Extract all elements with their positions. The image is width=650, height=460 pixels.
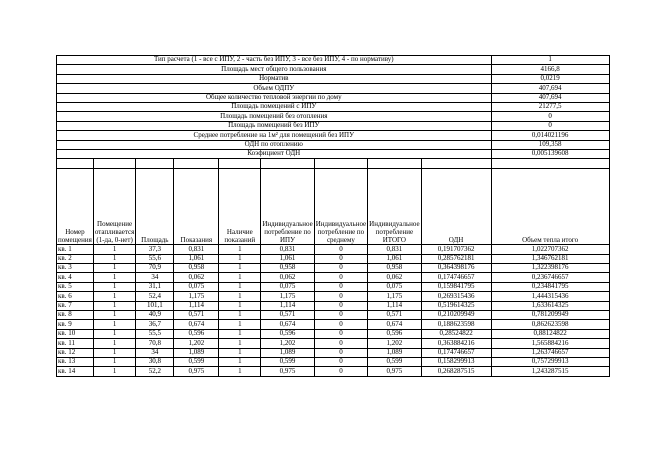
data-cell: 0 [314,339,367,348]
summary-value: 407,694 [491,84,609,93]
data-cell: 0,571 [174,311,219,320]
spacer-row [57,159,610,169]
apartment-cell: кв. 12 [57,348,94,357]
table-row [57,245,610,254]
apartment-cell: кв. 13 [57,357,94,366]
data-cell: 0,159841795 [421,282,491,291]
data-cell: 1 [93,357,135,366]
data-cell: 1 [219,282,261,291]
summary-value: 0,014021196 [491,131,609,140]
summary-value: 4166,8 [491,65,609,74]
data-cell: 0,599 [261,357,314,366]
data-cell: 1 [219,357,261,366]
data-cell: 0,975 [261,367,314,376]
data-cell: 1,175 [368,292,421,301]
data-cell: 0,062 [368,273,421,282]
data-cell: 55,6 [136,254,174,263]
data-cell: 1 [219,264,261,273]
data-cell: 0,571 [261,311,314,320]
summary-label: Общее количество тепловой энергии по дому [57,93,492,102]
data-cell: 70,8 [136,339,174,348]
data-cell: 1,202 [261,339,314,348]
summary-row [57,140,610,149]
data-cell: 0,363884216 [421,339,491,348]
data-cell: 1 [219,339,261,348]
table-row [57,282,610,291]
data-cell: 70,9 [136,264,174,273]
data-cell: 1,089 [368,348,421,357]
data-cell: 0 [314,282,367,291]
data-cell: 0,158299913 [421,357,491,366]
data-cell: 1,322398176 [491,264,609,273]
data-cell: 0,674 [261,320,314,329]
summary-label: Площадь помещений без отопления [57,112,492,121]
data-cell: 1,061 [261,254,314,263]
data-cell: 1 [219,245,261,254]
data-cell: 1 [219,311,261,320]
data-cell: 0 [314,254,367,263]
summary-label: Коэфициент ОДН [57,149,492,158]
data-cell: 1 [93,245,135,254]
column-header: Объем тепла итого [491,169,609,245]
summary-label: ОДН по отоплению [57,140,492,149]
data-cell: 36,7 [136,320,174,329]
summary-value: 1 [491,56,609,65]
data-cell: 0,831 [261,245,314,254]
data-cell: 1 [93,339,135,348]
apartment-cell: кв. 8 [57,311,94,320]
table-row [57,254,610,263]
data-cell: 0,075 [368,282,421,291]
summary-label: Норматив [57,74,492,83]
data-cell: 1 [93,254,135,263]
summary-row [57,112,610,121]
data-cell: 0 [314,273,367,282]
data-cell: 1 [93,348,135,357]
column-header-row [57,169,610,245]
data-cell: 0,191707362 [421,245,491,254]
data-cell: 1,346762181 [491,254,609,263]
data-cell: 37,3 [136,245,174,254]
data-cell: 0,571 [368,311,421,320]
data-cell: 1 [219,367,261,376]
data-cell: 55,5 [136,329,174,338]
data-cell: 0,781209949 [491,311,609,320]
summary-value: 0,005139608 [491,149,609,158]
column-header: Наличие показаний [219,169,261,245]
data-cell: 1 [93,301,135,310]
data-cell: 1 [93,329,135,338]
data-cell: 0,269315436 [421,292,491,301]
data-cell: 31,1 [136,282,174,291]
data-cell: 1 [93,320,135,329]
data-cell: 0,674 [368,320,421,329]
data-cell: 0,285762181 [421,254,491,263]
data-cell: 0,975 [368,367,421,376]
summary-value: 0,0219 [491,74,609,83]
data-cell: 0,062 [174,273,219,282]
summary-label: Объем ОДПУ [57,84,492,93]
data-cell: 52,4 [136,292,174,301]
data-cell: 1 [219,320,261,329]
data-cell: 0,596 [368,329,421,338]
data-cell: 0,28524822 [421,329,491,338]
data-cell: 0,236746657 [491,273,609,282]
data-cell: 0 [314,357,367,366]
data-cell: 0,599 [174,357,219,366]
data-cell: 0 [314,245,367,254]
data-cell: 1,444315436 [491,292,609,301]
data-cell: 0 [314,329,367,338]
table-row [57,292,610,301]
summary-value: 109,358 [491,140,609,149]
data-cell: 1 [219,301,261,310]
column-header: Индивидуальное потребление ИТОГО [368,169,421,245]
table-row [57,357,610,366]
summary-row [57,56,610,65]
data-cell: 1 [219,292,261,301]
data-cell: 1 [93,311,135,320]
data-cell: 1,263746657 [491,348,609,357]
data-cell: 52,2 [136,367,174,376]
data-cell: 1,114 [261,301,314,310]
data-cell: 0,188623598 [421,320,491,329]
data-cell: 0,958 [261,264,314,273]
data-cell: 0,174746657 [421,273,491,282]
summary-value: 407,694 [491,93,609,102]
data-cell: 0,075 [261,282,314,291]
apartment-cell: кв. 1 [57,245,94,254]
apartment-cell: кв. 4 [57,273,94,282]
data-cell: 30,8 [136,357,174,366]
data-cell: 0,268287515 [421,367,491,376]
data-cell: 1,633614325 [491,301,609,310]
table-row [57,320,610,329]
data-cell: 0,596 [261,329,314,338]
summary-row [57,121,610,130]
data-cell: 0,174746657 [421,348,491,357]
data-cell: 1,061 [368,254,421,263]
summary-value: 0 [491,121,609,130]
data-cell: 0,674 [174,320,219,329]
data-cell: 0,958 [174,264,219,273]
data-cell: 34 [136,273,174,282]
summary-label: Тип расчета (1 - все с ИПУ, 2 - часть без ИПУ, 3 - все без ИПУ, 4 - по нормативу) [57,56,492,65]
data-cell: 1,243287515 [491,367,609,376]
summary-label: Площадь мест общего пользования [57,65,492,74]
summary-row [57,149,610,158]
data-cell: 1 [93,264,135,273]
summary-row [57,84,610,93]
table-row [57,273,610,282]
data-cell: 0 [314,320,367,329]
apartment-cell: кв. 10 [57,329,94,338]
column-header: Площадь [136,169,174,245]
data-cell: 1,114 [368,301,421,310]
column-header: Номер помещения [57,169,94,245]
table-row [57,348,610,357]
data-cell: 0,519614325 [421,301,491,310]
data-cell: 1,089 [261,348,314,357]
data-cell: 1 [93,292,135,301]
data-cell: 0 [314,311,367,320]
summary-value: 21277,5 [491,102,609,111]
data-cell: 1,061 [174,254,219,263]
table-row [57,339,610,348]
table-row [57,301,610,310]
apartment-cell: кв. 7 [57,301,94,310]
data-cell: 1,114 [174,301,219,310]
apartment-cell: кв. 6 [57,292,94,301]
table-row [57,264,610,273]
data-cell: 0,599 [368,357,421,366]
spreadsheet-sheet [56,55,610,377]
data-cell: 0 [314,367,367,376]
data-cell: 40,9 [136,311,174,320]
data-cell: 34 [136,348,174,357]
data-cell: 0,364398176 [421,264,491,273]
apartment-cell: кв. 2 [57,254,94,263]
data-cell: 0 [314,292,367,301]
data-cell: 1 [93,282,135,291]
data-cell: 0,062 [261,273,314,282]
data-cell: 1,202 [174,339,219,348]
table-row [57,367,610,376]
data-cell: 0,210209949 [421,311,491,320]
apartment-cell: кв. 9 [57,320,94,329]
summary-row [57,74,610,83]
summary-row [57,65,610,74]
data-cell: 0,88124822 [491,329,609,338]
apartment-rows [57,245,610,376]
data-cell: 0,831 [174,245,219,254]
column-header: Индивидуальное потребление по среднему [314,169,367,245]
data-cell: 0 [314,348,367,357]
data-cell: 1,202 [368,339,421,348]
data-cell: 1 [93,273,135,282]
data-cell: 0,958 [368,264,421,273]
apartment-cell: кв. 11 [57,339,94,348]
data-cell: 1,175 [174,292,219,301]
summary-row [57,131,610,140]
data-cell: 0,862623598 [491,320,609,329]
data-cell: 1 [219,273,261,282]
data-cell: 1,089 [174,348,219,357]
data-cell: 1,565884216 [491,339,609,348]
summary-section [57,56,610,245]
data-cell: 0,596 [174,329,219,338]
data-cell: 1 [219,254,261,263]
summary-label: Среднее потребление на 1м² для помещений без ИПУ [57,131,492,140]
summary-row [57,93,610,102]
data-cell: 0,831 [368,245,421,254]
calculation-table [56,55,610,377]
data-cell: 1 [219,348,261,357]
data-cell: 0,975 [174,367,219,376]
summary-label: Площадь помещений без ИПУ [57,121,492,130]
data-cell: 1 [93,367,135,376]
summary-label: Площадь помещений с ИПУ [57,102,492,111]
data-cell: 1,022707362 [491,245,609,254]
data-cell: 1 [219,329,261,338]
data-cell: 101,1 [136,301,174,310]
summary-value: 0 [491,112,609,121]
table-row [57,311,610,320]
data-cell: 0 [314,301,367,310]
data-cell: 0,234841795 [491,282,609,291]
data-cell: 0,075 [174,282,219,291]
apartment-cell: кв. 5 [57,282,94,291]
apartment-cell: кв. 14 [57,367,94,376]
data-cell: 0,757299913 [491,357,609,366]
data-cell: 1,175 [261,292,314,301]
data-cell: 0 [314,264,367,273]
column-header: Помещение отапливается (1-да, 0-нет) [93,169,135,245]
apartment-cell: кв. 3 [57,264,94,273]
table-row [57,329,610,338]
column-header: Индивидуальное потребление по ИПУ [261,169,314,245]
column-header: ОДН [421,169,491,245]
column-header: Показания [174,169,219,245]
summary-row [57,102,610,111]
